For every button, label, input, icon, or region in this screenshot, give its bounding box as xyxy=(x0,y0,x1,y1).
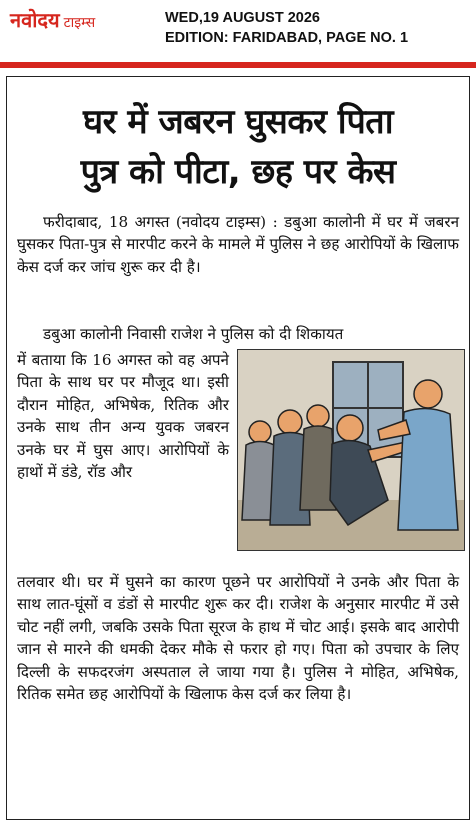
paragraph-1: फरीदाबाद, 18 अगस्त (नवोदय टाइम्स) : डबुआ कालोनी में घर में जबरन घुसकर पिता-पुत्र से मारपीट करने के मामले में पुलिस ने छह आरोपियों के खिलाफ केस दर्ज कर जांच शुरू कर दी है। xyxy=(17,213,459,276)
paragraph-2-column: में बताया कि 16 अगस्त को वह अपने पिता के साथ घर पर मौजूद था। इसी दौरान मोहित, अभिषेक, रितिक और उनके साथ तीन अन्य युवक जबरन उनके घर में घुस आए। आरोपियों के हाथों में डंडे, रॉड और xyxy=(17,351,229,482)
brand-suffix: टाइम्स xyxy=(63,15,96,31)
assault-scene-illustration xyxy=(237,349,465,551)
brand-logo xyxy=(10,6,95,32)
headline-line-2: पुत्र को पीटा, छह पर केस xyxy=(80,152,396,192)
paragraph-2-rest: तलवार थी। घर में घुसने का कारण पूछने पर आरोपियों ने उनके और पिता के साथ लात-घूंसों व डंडों से मारपीट शुरू कर दी। राजेश के अनुसार मारपीट में उसे चोट नहीं लगी, जबकि उसके पिता सूरज के हाथ में चोट आई। इसके बाद आरोपी जान से मारने की धमकी देकर मौके से फरार हो गए। पिता को उपचार के लिए दिल्ली के सफदरजंग अस्पताल ले जाया गया है। पुलिस ने मोहित, अभिषेक, रितिक समेत छह आरोपियों के खिलाफ केस दर्ज कर लिया है। xyxy=(17,573,459,704)
illustration-art xyxy=(238,350,464,550)
news-article xyxy=(6,76,470,820)
issue-date: WED,19 AUGUST 2026 xyxy=(165,10,320,26)
edition-info: EDITION: FARIDABAD, PAGE NO. 1 xyxy=(165,30,409,46)
masthead xyxy=(0,0,476,62)
edition-meta xyxy=(165,8,408,48)
headline-line-1: घर में जबरन घुसकर पिता xyxy=(83,102,393,142)
brand-name: नवोदय xyxy=(10,8,60,32)
headline xyxy=(7,97,469,197)
paragraph-2-lead: डबुआ कालोनी निवासी राजेश ने पुलिस को दी शिकायत xyxy=(43,325,344,343)
masthead-rule xyxy=(0,62,476,68)
